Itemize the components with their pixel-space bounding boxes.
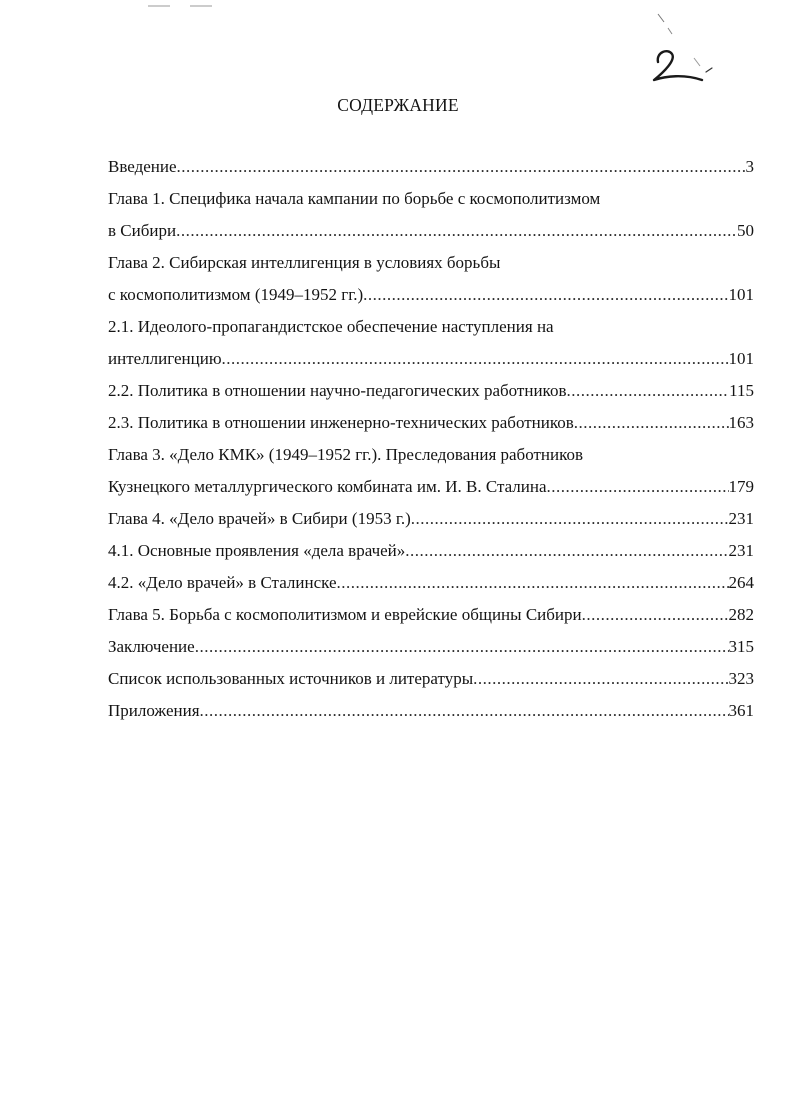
toc-entry-text: Введение xyxy=(108,157,177,176)
toc-entry xyxy=(108,311,754,343)
toc-entry-page: 115 xyxy=(729,381,754,400)
toc-leader-dots xyxy=(200,695,729,727)
toc-entry-page: 264 xyxy=(728,573,754,592)
toc-entry-page: 323 xyxy=(728,669,754,688)
table-of-contents xyxy=(108,151,754,727)
toc-entry-page: 101 xyxy=(728,285,754,304)
toc-leader-dots xyxy=(222,343,729,375)
toc-entry xyxy=(108,215,754,247)
toc-leader-dots xyxy=(574,407,729,439)
toc-entry xyxy=(108,567,754,599)
toc-entry-text: Приложения xyxy=(108,701,200,720)
toc-leader-dots xyxy=(363,279,728,311)
toc-leader-dots xyxy=(473,663,728,695)
toc-entry-text: Глава 1. Специфика начала кампании по борьбе с космополитизмом xyxy=(108,189,601,208)
toc-entry-text: 4.2. «Дело врачей» в Сталинске xyxy=(108,573,337,592)
toc-leader-dots xyxy=(582,599,729,631)
toc-entry-text: Заключение xyxy=(108,637,195,656)
toc-entry-text: 2.1. Идеолого-пропагандистское обеспечение наступления на xyxy=(108,317,554,336)
toc-entry-page: 179 xyxy=(728,477,754,496)
toc-entry xyxy=(108,375,754,407)
toc-leader-dots xyxy=(176,215,737,247)
toc-leader-dots xyxy=(547,471,729,503)
toc-entry xyxy=(108,343,754,375)
toc-entry xyxy=(108,151,754,183)
toc-entry xyxy=(108,439,754,471)
toc-entry-text: Список использованных источников и литературы xyxy=(108,669,474,688)
toc-entry-text: в Сибири xyxy=(108,221,177,240)
toc-entry-page: 3 xyxy=(745,157,754,176)
toc-entry-page: 231 xyxy=(728,509,754,528)
toc-entry xyxy=(108,503,754,535)
toc-entry xyxy=(108,471,754,503)
toc-entry-text: 4.1. Основные проявления «дела врачей» xyxy=(108,541,406,560)
toc-leader-dots xyxy=(566,375,729,407)
toc-leader-dots xyxy=(411,503,729,535)
toc-entry-text: с космополитизмом (1949–1952 гг.) xyxy=(108,285,364,304)
page-title: СОДЕРЖАНИЕ xyxy=(337,95,459,115)
toc-entry-text: Глава 2. Сибирская интеллигенция в условиях борьбы xyxy=(108,253,501,272)
toc-leader-dots xyxy=(177,151,746,183)
toc-leader-dots xyxy=(405,535,728,567)
toc-entry xyxy=(108,535,754,567)
toc-entry-page: 282 xyxy=(728,605,754,624)
toc-entry-text: интеллигенцию xyxy=(108,349,222,368)
toc-leader-dots xyxy=(195,631,729,663)
toc-entry-text: 2.2. Политика в отношении научно-педагогических работников xyxy=(108,381,567,400)
toc-entry-page: 315 xyxy=(728,637,754,656)
toc-entry-page: 361 xyxy=(728,701,754,720)
toc-entry xyxy=(108,695,754,727)
toc-entry xyxy=(108,183,754,215)
toc-entry xyxy=(108,599,754,631)
toc-entry-page: 50 xyxy=(737,221,754,240)
toc-leader-dots xyxy=(337,567,729,599)
toc-entry-page: 231 xyxy=(728,541,754,560)
toc-entry-text: Кузнецкого металлургического комбината им. И. В. Сталина xyxy=(108,477,547,496)
toc-entry xyxy=(108,663,754,695)
toc-entry-page: 163 xyxy=(728,413,754,432)
toc-entry xyxy=(108,631,754,663)
toc-entry-text: Глава 5. Борьба с космополитизмом и еврейские общины Сибири xyxy=(108,605,582,624)
toc-entry-page: 101 xyxy=(728,349,754,368)
toc-entry xyxy=(108,407,754,439)
toc-entry xyxy=(108,279,754,311)
toc-entry-text: Глава 3. «Дело КМК» (1949–1952 гг.). Преследования работников xyxy=(108,445,584,464)
toc-entry-text: 2.3. Политика в отношении инженерно-технических работников xyxy=(108,413,574,432)
handwritten-page-number xyxy=(640,10,720,90)
toc-entry xyxy=(108,247,754,279)
toc-entry-text: Глава 4. «Дело врачей» в Сибири (1953 г.) xyxy=(108,509,411,528)
